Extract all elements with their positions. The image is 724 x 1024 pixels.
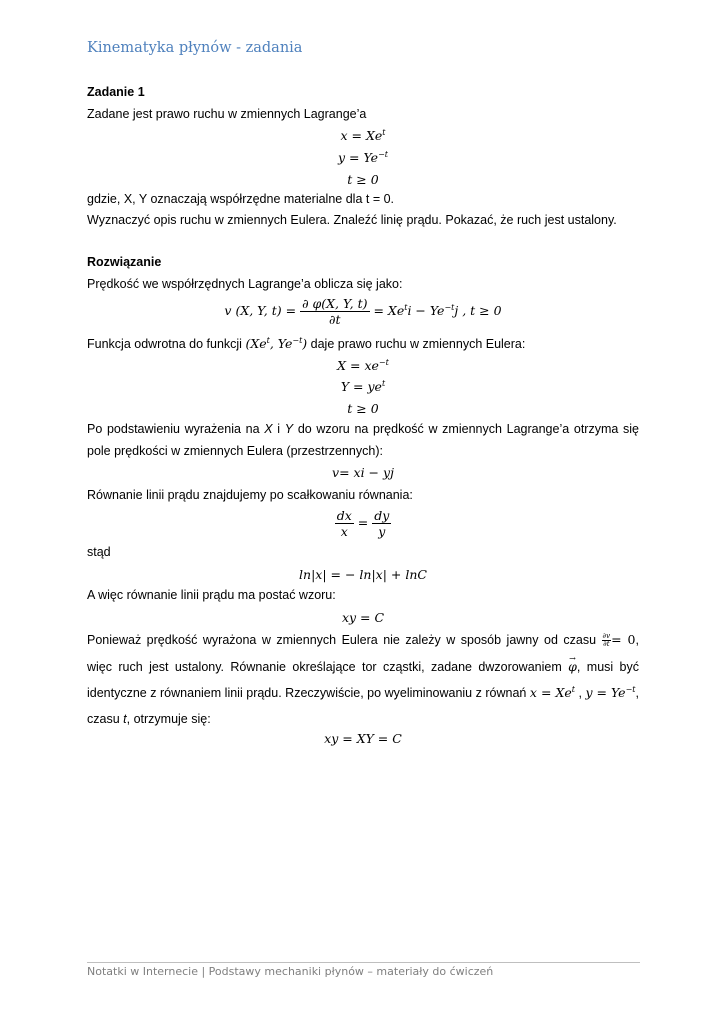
solution-paragraph-1: Prędkość we współrzędnych Lagrange’a oblicza się jako: [87,277,403,291]
equation-y: $y = Ye^{-t}$ [338,150,388,165]
equation-t-euler: t ≥ 0 [347,401,379,416]
solution-heading: Rozwiązanie [87,255,162,269]
solution-paragraph-3: Po podstawieniu wyrażenia na X i Y do wzoru na prędkość w zmiennych Lagrange’a otrzyma się pole prędkości w zmiennych Eulera (przestrzennych): [87,422,639,458]
task-intro: Zadane jest prawo ruchu w zmiennych Lagrange’a [87,107,367,121]
streamline-differential-equation: $\frac{dx}{x}$ = $\frac{dy}{y}$ [336,508,390,539]
velocity-equation: v (X, Y, t) = $\frac{\partial \varphi(X, Y, t)}{\partial t}$ = $Xe^ti - Ye^{-t}j$ , t ≥ 0 [224,296,502,327]
page-footer: Notatki w Internecie | Podstawy mechaniki płynów – materiały do ćwiczeń [87,965,494,978]
page-header-title: Kinematyka płynów - zadania [87,40,303,56]
solution-paragraph-2: Funkcja odwrotna do funkcji (Xe$^t$, $Ye^{-t}$) daje prawo ruchu w zmiennych Eulera: [87,336,526,351]
footer-divider [87,962,640,963]
equation-x: $x = Xe^t$ [340,128,386,143]
solution-paragraph-4: Równanie linii prądu znajdujemy po scałkowaniu równania: [87,488,413,502]
equation-Y: $Y = ye^t$ [340,379,386,394]
streamline-equation: xy = C [341,610,385,625]
velocity-fraction: $\frac{\partial \varphi(X, Y, t)}{\partial t}$ [302,296,368,327]
log-equation: ln|x| = − ln|x| + lnC [299,567,427,582]
solution-paragraph-5: stąd [87,545,111,559]
solution-paragraph-6: A więc równanie linii prądu ma postać wzoru: [87,588,336,602]
task-description-2: Wyznaczyć opis ruchu w zmiennych Eulera. Znaleźć linię prądu. Pokazać, że ruch jest ustalony. [87,213,617,227]
task-heading: Zadanie 1 [87,85,145,99]
equation-t: t ≥ 0 [347,172,379,187]
task-description-1: gdzie, X, Y oznaczają współrzędne materialne dla t = 0. [87,192,395,206]
equation-X: $X = xe^{-t}$ [337,358,389,373]
euler-velocity-field: v= xi − yj [332,465,394,480]
solution-paragraph-7: Ponieważ prędkość wyrażona w zmiennych Eulera nie zależy w sposób jawny od czasu $\frac{\partial v}{\partial t}$ = 0, więc ruch jest ustalony. Równanie określające tor cząstki, zadane dwzorowaniem → φ, musi być identyczne z równaniem linii prądu. Rzeczywiście, po wyeliminowaniu z równań $x = Xe^t$ , $y = Ye^{-t}$, czasu t, otrzymuje się: [87,627,639,732]
final-equation: xy = XY = C [324,731,402,746]
